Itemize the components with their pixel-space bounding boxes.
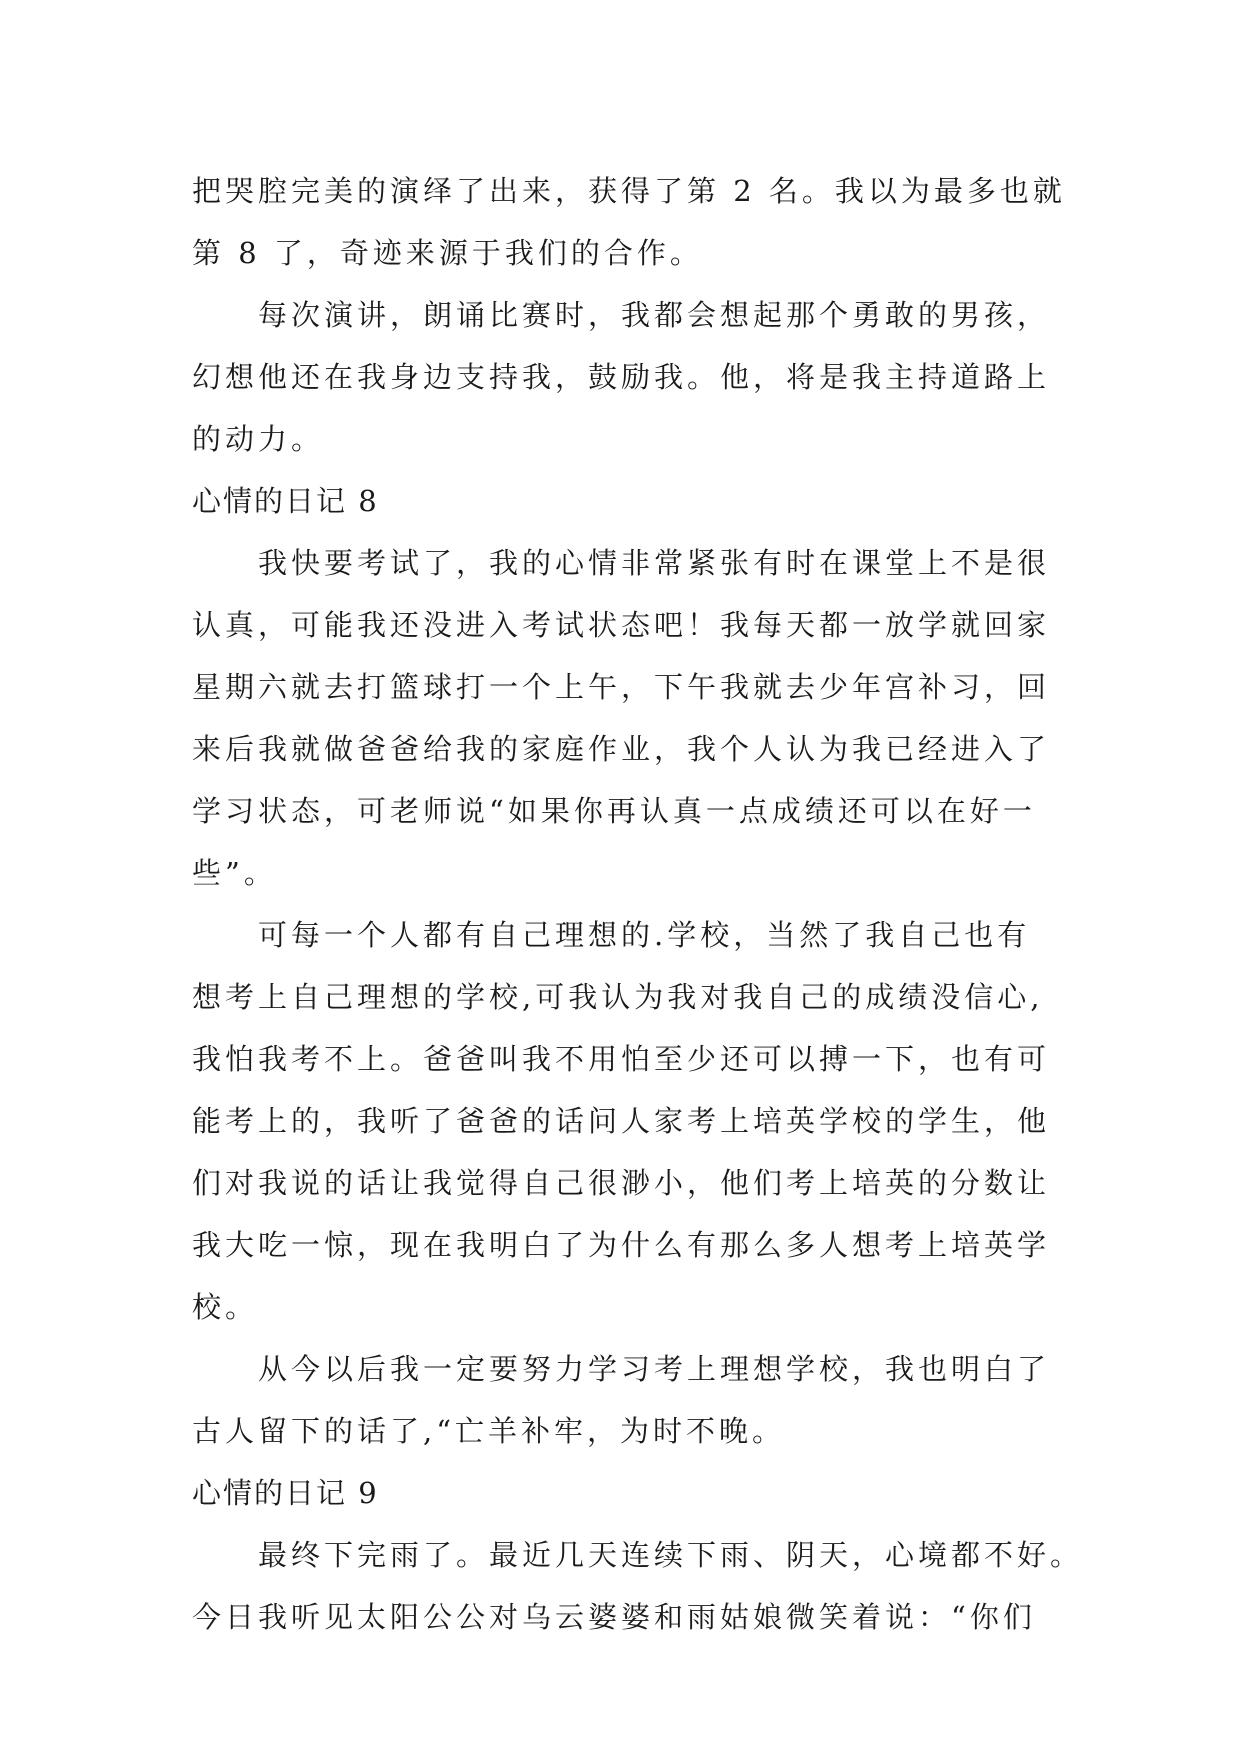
body-line: 我大吃一惊，现在我明白了为什么有那么多人想考上培英学 [192, 1228, 1051, 1262]
document-body [192, 160, 1084, 1648]
body-line: 把哭腔完美的演绎了出来，获得了第 2 名。我以为最多也就 [192, 174, 1066, 208]
section-heading: 心情的日记 9 [192, 1476, 379, 1510]
section-heading: 心情的日记 8 [192, 484, 379, 518]
body-line: 些”。 [192, 856, 277, 890]
paragraph-first-line: 从今以后我一定要努力学习考上理想学校，我也明白了 [258, 1352, 1051, 1386]
body-line: 来后我就做爸爸给我的家庭作业，我个人认为我已经进入了 [192, 732, 1051, 766]
paragraph-first-line: 可每一个人都有自己理想的.学校，当然了我自己也有 [258, 918, 1031, 952]
paragraph-first-line: 我快要考试了，我的心情非常紧张有时在课堂上不是很 [258, 546, 1051, 580]
body-line: 能考上的，我听了爸爸的话问人家考上培英学校的学生，他 [192, 1104, 1051, 1138]
body-line: 幻想他还在我身边支持我，鼓励我。他，将是我主持道路上 [192, 360, 1051, 394]
body-line: 古人留下的话了,“亡羊补牢，为时不晚。 [192, 1414, 786, 1448]
body-line: 们对我说的话让我觉得自己很渺小，他们考上培英的分数让 [192, 1166, 1051, 1200]
body-line: 的动力。 [192, 422, 325, 456]
body-line: 我怕我考不上。爸爸叫我不用怕至少还可以搏一下，也有可 [192, 1042, 1051, 1076]
body-line: 星期六就去打篮球打一个上午，下午我就去少年宫补习，回 [192, 670, 1051, 704]
body-line: 学习状态，可老师说“如果你再认真一点成绩还可以在好一 [192, 794, 1036, 828]
body-line: 认真，可能我还没进入考试状态吧！我每天都一放学就回家 [192, 608, 1051, 642]
body-line: 想考上自己理想的学校,可我认为我对我自己的成绩没信心, [192, 980, 1044, 1014]
body-line: 第 8 了，奇迹来源于我们的合作。 [192, 236, 703, 270]
paragraph-first-line: 每次演讲，朗诵比赛时，我都会想起那个勇敢的男孩， [258, 298, 1051, 332]
paragraph-first-line: 最终下完雨了。最近几天连续下雨、阴天，心境都不好。 [258, 1538, 1084, 1572]
body-line: 校。 [192, 1290, 259, 1324]
body-line: 今日我听见太阳公公对乌云婆婆和雨姑娘微笑着说：“你们 [192, 1600, 1036, 1634]
